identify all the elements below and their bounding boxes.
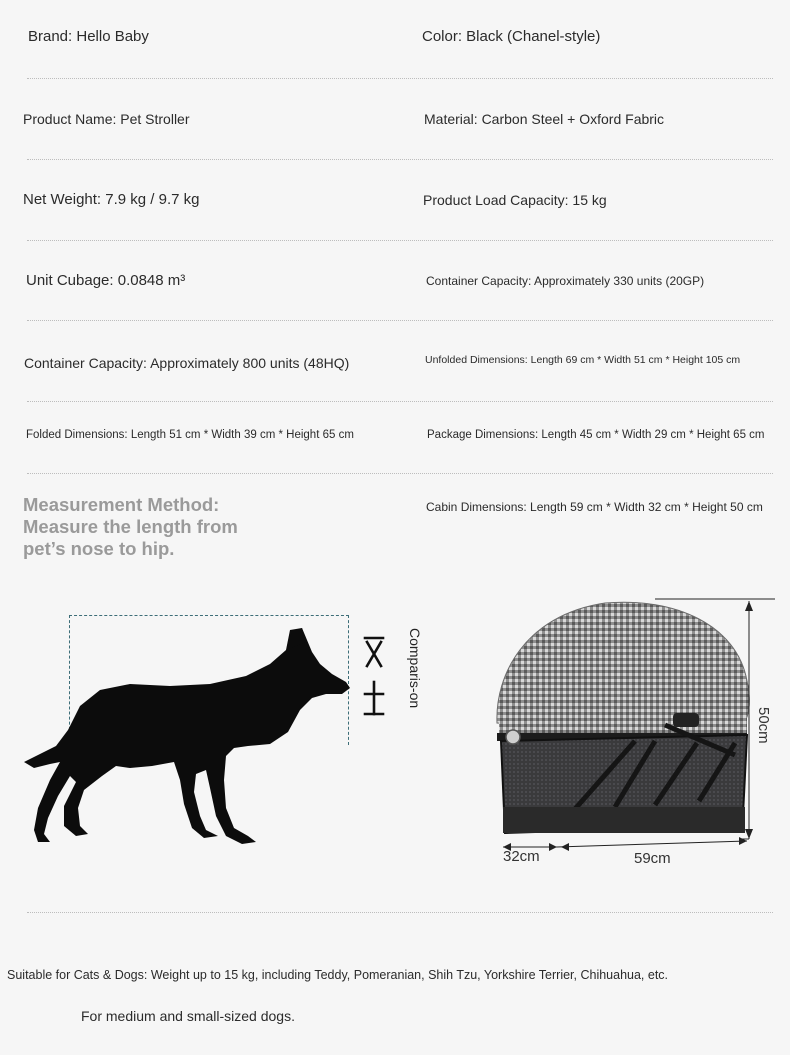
dog-silhouette bbox=[20, 620, 355, 850]
cabin-height-label: 50cm bbox=[755, 707, 772, 744]
spec-folded-dimensions: Folded Dimensions: Length 51 cm * Width 39 cm * Height 65 cm bbox=[26, 429, 354, 441]
spec-container-20gp: Container Capacity: Approximately 330 units (20GP) bbox=[426, 274, 705, 288]
divider bbox=[27, 240, 773, 241]
measurement-line: pet’s nose to hip. bbox=[23, 538, 175, 559]
divider bbox=[27, 473, 773, 474]
suitability-note: Suitable for Cats & Dogs: Weight up to 15 kg, including Teddy, Pomeranian, Shih Tzu, Yorkshire Terrier, Chihuahua, etc. bbox=[7, 968, 669, 982]
comparison-label: Comparis-on bbox=[407, 628, 423, 709]
spec-unfolded-dimensions: Unfolded Dimensions: Length 69 cm * Width 51 cm * Height 105 cm bbox=[425, 354, 741, 366]
spec-color: Color: Black (Chanel-style) bbox=[422, 28, 601, 45]
spec-load-capacity: Product Load Capacity: 15 kg bbox=[423, 192, 607, 208]
measurement-title: Measurement Method: bbox=[23, 494, 220, 515]
comparison-glyph-icon bbox=[361, 632, 387, 722]
spec-material: Material: Carbon Steel + Oxford Fabric bbox=[424, 111, 665, 127]
spec-container-48hq: Container Capacity: Approximately 800 units (48HQ) bbox=[24, 355, 350, 371]
spec-unit-cubage: Unit Cubage: 0.0848 m³ bbox=[26, 272, 186, 289]
divider bbox=[27, 320, 773, 321]
divider bbox=[27, 912, 773, 913]
divider bbox=[27, 78, 773, 79]
spec-package-dimensions: Package Dimensions: Length 45 cm * Width 29 cm * Height 65 cm bbox=[427, 429, 765, 441]
size-note: For medium and small-sized dogs. bbox=[81, 1008, 295, 1024]
measurement-method bbox=[23, 494, 238, 560]
spec-net-weight: Net Weight: 7.9 kg / 9.7 kg bbox=[23, 191, 200, 208]
stroller-cabin-image bbox=[485, 595, 785, 875]
spec-product-name: Product Name: Pet Stroller bbox=[23, 111, 190, 127]
spec-brand: Brand: Hello Baby bbox=[28, 28, 149, 45]
cabin-length-label: 59cm bbox=[634, 850, 671, 867]
divider bbox=[27, 401, 773, 402]
cabin-width-label: 32cm bbox=[503, 848, 540, 865]
divider bbox=[27, 159, 773, 160]
measurement-line: Measure the length from bbox=[23, 516, 238, 537]
spec-cabin-dimensions: Cabin Dimensions: Length 59 cm * Width 32 cm * Height 50 cm bbox=[426, 500, 763, 514]
